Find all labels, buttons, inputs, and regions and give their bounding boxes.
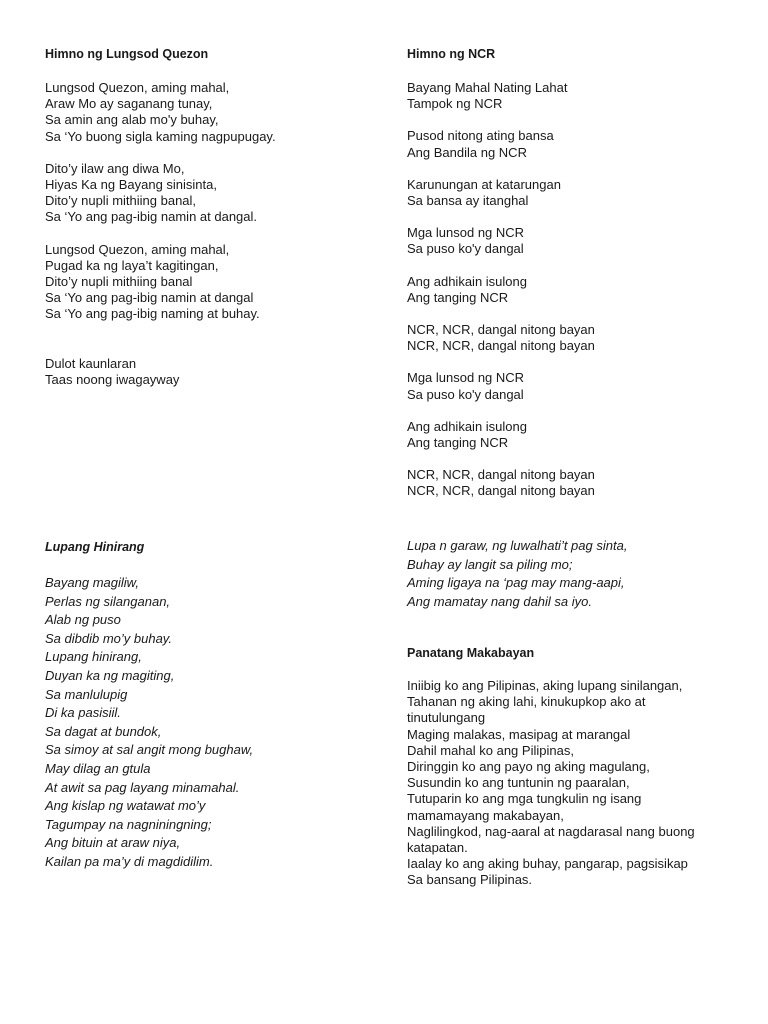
lupang-hinirang-lyrics <box>45 574 395 872</box>
lyric-line: Mga lunsod ng NCR <box>407 370 525 386</box>
lyric-line: Mga lunsod ng NCR <box>407 225 525 241</box>
lyric-line: Lupa n garaw, ng luwalhati’t pag sinta, <box>407 538 628 553</box>
lyric-line: Sa manlulupig <box>45 686 128 702</box>
ncr-stanza-8 <box>407 419 757 451</box>
lyric-line: Bayang Mahal Nating Lahat <box>407 80 568 95</box>
ncr-stanza-5 <box>407 274 757 306</box>
quezon-stanza-2 <box>45 161 395 226</box>
pledge-line: Diringgin ko ang payo ng aking magulang, <box>407 759 650 775</box>
lyric-line: Dito’y nupli mithiing banal, <box>45 193 197 209</box>
lyric-line: NCR, NCR, dangal nitong bayan <box>407 467 595 483</box>
ncr-stanza-1 <box>407 80 757 112</box>
lyric-line: Di ka pasisiil. <box>45 705 121 721</box>
lyric-line: Lungsod Quezon, aming mahal, <box>45 80 230 95</box>
lyric-line: Duyan ka ng magiting, <box>45 667 175 683</box>
lyric-line: Sa amin ang alab mo'y buhay, <box>45 112 219 128</box>
ncr-stanza-9 <box>407 467 757 499</box>
ncr-stanza-3 <box>407 177 757 209</box>
quezon-stanza-1 <box>45 80 395 145</box>
lyric-line: Kailan pa ma’y di magdidilim. <box>45 853 214 869</box>
lyric-line: Aming ligaya na ‘pag may mang-aapi, <box>407 575 625 591</box>
lyric-line: Dito’y nupli mithiing banal <box>45 274 193 290</box>
ncr-stanza-4 <box>407 225 757 257</box>
lyric-line: Taas noong iwagayway <box>45 371 180 387</box>
lyric-line: Pusod nitong ating bansa <box>407 128 554 144</box>
pledge-line: tinutulungang <box>407 710 486 726</box>
panatang-makabayan <box>407 645 757 889</box>
lyric-line: Sa bansa ay itanghal <box>407 193 529 209</box>
lyric-line: Ang mamatay nang dahil sa iyo. <box>407 593 592 609</box>
lyric-line: Ang adhikain isulong <box>407 418 527 434</box>
pledge-line: mamamayang makabayan, <box>407 807 564 823</box>
lupang-hinirang <box>45 539 395 872</box>
lyric-line: Ang adhikain isulong <box>407 273 527 289</box>
ncr-stanza-6 <box>407 322 757 354</box>
pledge-line: Naglilingkod, nag-aaral at nagdarasal nang buong <box>407 823 695 839</box>
lyric-line: Lupang hinirang, <box>45 649 142 665</box>
lyric-line: Sa ‘Yo ang pag-ibig namin at dangal. <box>45 209 258 225</box>
lupang-hinirang-final-stanza <box>407 537 757 611</box>
pledge-line: Dahil mahal ko ang Pilipinas, <box>407 742 574 758</box>
panatang-makabayan-text <box>407 678 757 889</box>
lyric-line: NCR, NCR, dangal nitong bayan <box>407 483 595 499</box>
lyric-line: Sa dibdib mo’y buhay. <box>45 630 172 646</box>
lyric-line: Dito’y ilaw ang diwa Mo, <box>45 160 185 176</box>
lyric-line: Perlas ng silanganan, <box>45 593 171 609</box>
lyric-line: Tampok ng NCR <box>407 96 503 112</box>
pledge-line: Maging malakas, masipag at marangal <box>407 726 631 742</box>
lyric-line: Pugad ka ng laya’t kagitingan, <box>45 257 219 273</box>
lyric-line: Sa simoy at sal angit mong bughaw, <box>45 742 254 758</box>
lyric-line: Sa ‘Yo buong sigla kaming nagpupugay. <box>45 128 276 144</box>
lyric-line: Ang bituin at araw niya, <box>45 835 181 851</box>
lyric-line: Ang tanging NCR <box>407 289 509 305</box>
pledge-line: Iaalay ko ang aking buhay, pangarap, pagsisikap <box>407 856 688 872</box>
pledge-line: Tutuparin ko ang mga tungkulin ng isang <box>407 791 642 807</box>
quezon-stanza-4 <box>45 356 395 388</box>
lupang-hinirang-title: Lupang Hinirang <box>45 540 145 554</box>
lyric-line: Buhay ay langit sa piling mo; <box>407 556 573 572</box>
lyric-line: Araw Mo ay saganang tunay, <box>45 96 213 112</box>
lyric-line: Ang kislap ng watawat mo’y <box>45 798 206 814</box>
lyric-line: Dulot kaunlaran <box>45 355 137 371</box>
ncr-hymn-title: Himno ng NCR <box>407 47 496 61</box>
lyric-line: Alab ng puso <box>45 612 121 628</box>
pledge-line: Iniibig ko ang Pilipinas, aking lupang sinilangan, <box>407 678 683 693</box>
quezon-hymn <box>45 46 395 388</box>
lyric-line: May dilag an gtula <box>45 760 151 776</box>
lyric-line: Sa puso ko'y dangal <box>407 241 524 257</box>
lyric-line: NCR, NCR, dangal nitong bayan <box>407 322 595 338</box>
lyric-line: Ang tanging NCR <box>407 435 509 451</box>
lyric-line: Karunungan at katarungan <box>407 176 561 192</box>
lyric-line: Tagumpay na nagniningning; <box>45 816 212 832</box>
pledge-line: Tahanan ng aking lahi, kinukupkop ako at <box>407 694 646 710</box>
ncr-hymn <box>407 46 757 500</box>
lyric-line: Bayang magiliw, <box>45 575 139 590</box>
pledge-line: Susundin ko ang tuntunin ng paaralan, <box>407 775 630 791</box>
quezon-stanza-3 <box>45 242 395 323</box>
lyric-line: Sa ‘Yo ang pag-ibig naming at buhay. <box>45 306 260 322</box>
pledge-line: katapatan. <box>407 840 468 856</box>
pledge-line: Sa bansang Pilipinas. <box>407 872 533 888</box>
ncr-stanza-2 <box>407 128 757 160</box>
ncr-stanza-7 <box>407 370 757 402</box>
lyric-line: NCR, NCR, dangal nitong bayan <box>407 338 595 354</box>
lyric-line: Lungsod Quezon, aming mahal, <box>45 241 230 257</box>
lyric-line: Hiyas Ka ng Bayang sinisinta, <box>45 177 217 193</box>
quezon-hymn-title: Himno ng Lungsod Quezon <box>45 47 209 61</box>
lyric-line: Sa dagat at bundok, <box>45 723 162 739</box>
lyric-line: Sa puso ko'y dangal <box>407 386 524 402</box>
lyric-line: Sa ‘Yo ang pag-ibig namin at dangal <box>45 290 254 306</box>
lyric-line: At awit sa pag layang minamahal. <box>45 779 240 795</box>
lyric-line: Ang Bandila ng NCR <box>407 144 527 160</box>
panatang-makabayan-title: Panatang Makabayan <box>407 646 535 660</box>
lupang-hinirang-continued <box>407 537 757 611</box>
